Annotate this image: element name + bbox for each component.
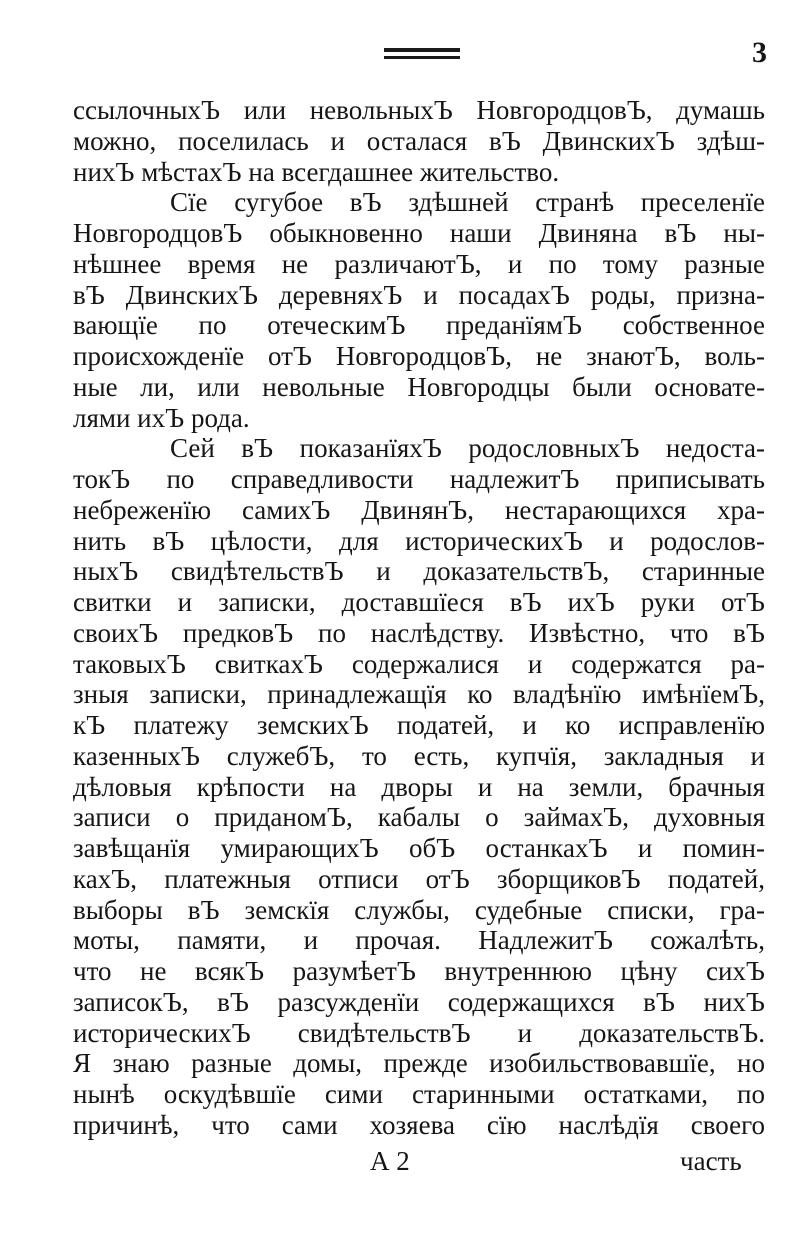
text-line: завѣщанїя умирающихЪ обЪ останкахЪ и помин-	[73, 833, 765, 863]
text-line: кахЪ, платежныя отписи отЪ зборщиковЪ податей,	[73, 864, 765, 894]
text-line: лями ихЪ рода.	[73, 403, 250, 433]
text-line: вЪ ДвинскихЪ деревняхЪ и посадахЪ роды, призна-	[73, 280, 765, 310]
text-line: своихЪ предковЪ по наслѣдству. Извѣстно, что вЪ	[73, 618, 765, 648]
text-line: историческихЪ свидѣтельствЪ и доказательствЪ.	[73, 1018, 765, 1048]
text-line: вающїе по отеческимЪ преданїямЪ собственное	[73, 310, 765, 340]
text-line: выборы вЪ земскїя службы, судебные списки, гра-	[73, 895, 765, 925]
text-line: Сїе сугубое вЪ здѣшней странѣ преселенїе	[170, 187, 765, 217]
text-line: таковыхЪ свиткахЪ содержалися и содержатся ра-	[73, 649, 765, 679]
text-line: причинѣ, что сами хозяева сїю наслѣдїя своего	[73, 1110, 765, 1140]
text-line: ссылочныхЪ или невольныхЪ НовгородцовЪ, думашь	[73, 95, 765, 125]
text-line: небреженїю самихЪ ДвинянЪ, нестарающихся хра-	[73, 495, 765, 525]
text-line: дѣловыя крѣпости на дворы и на земли, брачныя	[73, 772, 765, 802]
text-line: записокЪ, вЪ разсужденїи содержащихся вЪ нихЪ	[73, 987, 765, 1017]
header-rule-bottom-bar	[384, 56, 460, 59]
text-line: нихЪ мѣстахЪ на всегдашнее жительство.	[73, 157, 560, 187]
text-line: свитки и записки, доставшїеся вЪ ихЪ руки отЪ	[73, 587, 765, 617]
text-line: токЪ по справедливости надлежитЪ приписывать	[73, 464, 765, 494]
text-line: нить вЪ цѣлости, для историческихЪ и родослов-	[73, 526, 765, 556]
text-line: зныя записки, принадлежащїя ко владѣнїю имѣнїемЪ,	[73, 679, 765, 709]
text-line: нѣшнее время не различаютЪ, и по тому разные	[73, 249, 765, 279]
text-line: казенныхЪ служебЪ, то есть, купчїя, закладныя и	[73, 741, 765, 771]
header-rule-top-bar	[384, 48, 460, 52]
catchword: часть	[680, 1146, 742, 1176]
text-line: Сей вЪ показанїяхЪ родословныхЪ недоста-	[170, 433, 765, 463]
text-line: ныхЪ свидѣтельствЪ и доказательствЪ, старинные	[73, 556, 765, 586]
text-line: кЪ платежу земскихЪ податей, и ко исправленїю	[73, 710, 765, 740]
header-double-rule	[384, 48, 460, 62]
text-line: ные ли, или невольные Новгородцы были основате-	[73, 372, 765, 402]
text-line: происхожденїе отЪ НовгородцовЪ, не знаютЪ, воль-	[73, 341, 765, 371]
text-line: моты, памяти, и прочая. НадлежитЪ сожалѣть,	[73, 925, 765, 955]
text-line: нынѣ оскудѣвшїе сими старинными остатками, по	[73, 1079, 765, 1109]
text-line: что не всякЪ разумѣетЪ внутреннюю цѣну сихЪ	[73, 956, 765, 986]
text-line: НовгородцовЪ обыкновенно наши Двиняна вЪ ны-	[73, 218, 765, 248]
text-line: можно, поселилась и осталася вЪ ДвинскихЪ здѣш-	[73, 126, 765, 156]
text-line: Я знаю разные домы, прежде изобильствовавшїе, но	[73, 1048, 765, 1078]
signature-mark: А 2	[370, 1146, 410, 1176]
page-number: 3	[752, 36, 767, 69]
text-line: записи о приданомЪ, кабалы о займахЪ, духовныя	[73, 802, 765, 832]
